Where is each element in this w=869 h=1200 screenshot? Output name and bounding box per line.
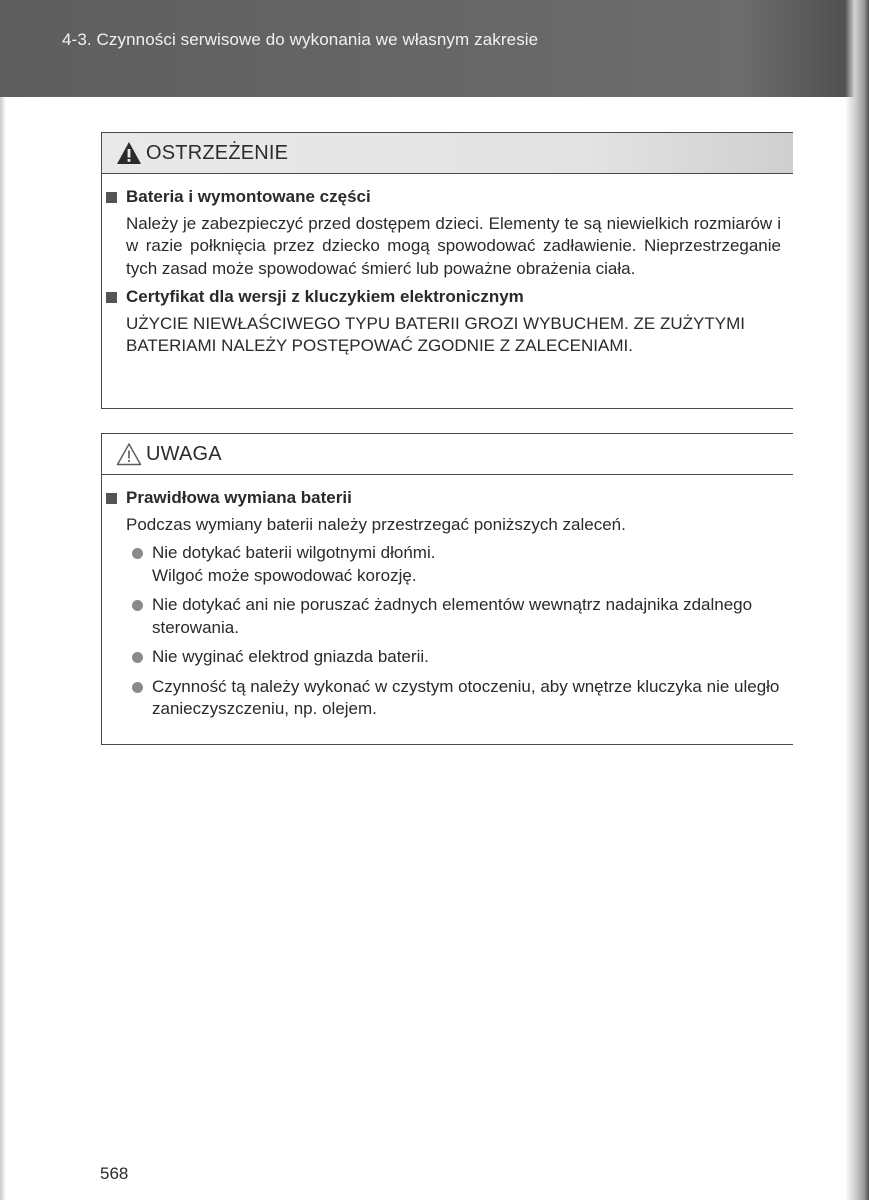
- warning-box: [101, 132, 793, 409]
- round-bullet-icon: [132, 548, 143, 559]
- list-item: [130, 646, 781, 669]
- warning-box-body: [102, 174, 793, 358]
- section-heading-text: Bateria i wymontowane części: [126, 187, 371, 206]
- round-bullet-icon: [132, 600, 143, 611]
- list-item-text: Nie dotykać ani nie poruszać żadnych elementów wewnątrz nadajnika zdalnego sterowania.: [152, 595, 753, 637]
- section-heading: [106, 487, 781, 510]
- list-item-text: Nie wyginać elektrod gniazda baterii.: [152, 647, 429, 666]
- chapter-title: 4-3. Czynności serwisowe do wykonania we własnym zakresie: [62, 30, 539, 49]
- caution-box-title-bar: [102, 433, 793, 475]
- round-bullet-icon: [132, 652, 143, 663]
- page-binding-edge: [845, 0, 869, 1200]
- square-bullet-icon: [106, 292, 117, 303]
- page-gutter-shadow: [0, 97, 6, 1200]
- caution-box: [101, 433, 793, 745]
- list-item-subtext: Wilgoć może spowodować korozję.: [152, 565, 417, 585]
- warning-box-title: OSTRZEŻENIE: [146, 141, 289, 164]
- round-bullet-icon: [132, 682, 143, 693]
- list-item-text: Nie dotykać baterii wilgotnymi dłońmi.: [152, 543, 436, 562]
- list-item-text: Czynność tą należy wykonać w czystym otoczeniu, aby wnętrze kluczyka nie uległo zanieczyszczeniu, np. olejem.: [152, 676, 780, 718]
- section-intro: Podczas wymiany baterii należy przestrzegać poniższych zaleceń.: [126, 514, 626, 534]
- section-heading-text: Certyfikat dla wersji z kluczykiem elektronicznym: [126, 287, 524, 306]
- warning-triangle-outline-icon: [116, 442, 142, 466]
- caution-box-title: UWAGA: [146, 442, 222, 465]
- list-item: [130, 676, 781, 721]
- bullet-list: [106, 542, 781, 721]
- warning-triangle-filled-icon: [116, 141, 142, 165]
- page-number: 568: [100, 1164, 129, 1183]
- section-heading-text: Prawidłowa wymiana baterii: [126, 488, 352, 507]
- section-heading: [106, 186, 781, 209]
- square-bullet-icon: [106, 493, 117, 504]
- chapter-header-band: [0, 0, 869, 97]
- list-item: [130, 542, 781, 587]
- section-paragraph: Należy je zabezpieczyć przed dostępem dzieci. Elementy te są niewielkich rozmiarów i w razie połknięcia przez dziecko mogą spowodować zadławienie. Nieprzestrzeganie tych zasad może spowodować śmierć lub poważne obrażenia ciała.: [126, 213, 781, 278]
- section-heading: [106, 286, 781, 309]
- warning-box-title-bar: [102, 132, 793, 174]
- section-paragraph: UŻYCIE NIEWŁAŚCIWEGO TYPU BATERII GROZI WYBUCHEM. ZE ZUŻYTYMI BATERIAMI NALEŻY POSTĘPOWAĆ ZGODNIE Z ZALECENIAMI.: [126, 313, 745, 355]
- list-item: [130, 594, 781, 639]
- square-bullet-icon: [106, 192, 117, 203]
- caution-box-body: [102, 475, 793, 721]
